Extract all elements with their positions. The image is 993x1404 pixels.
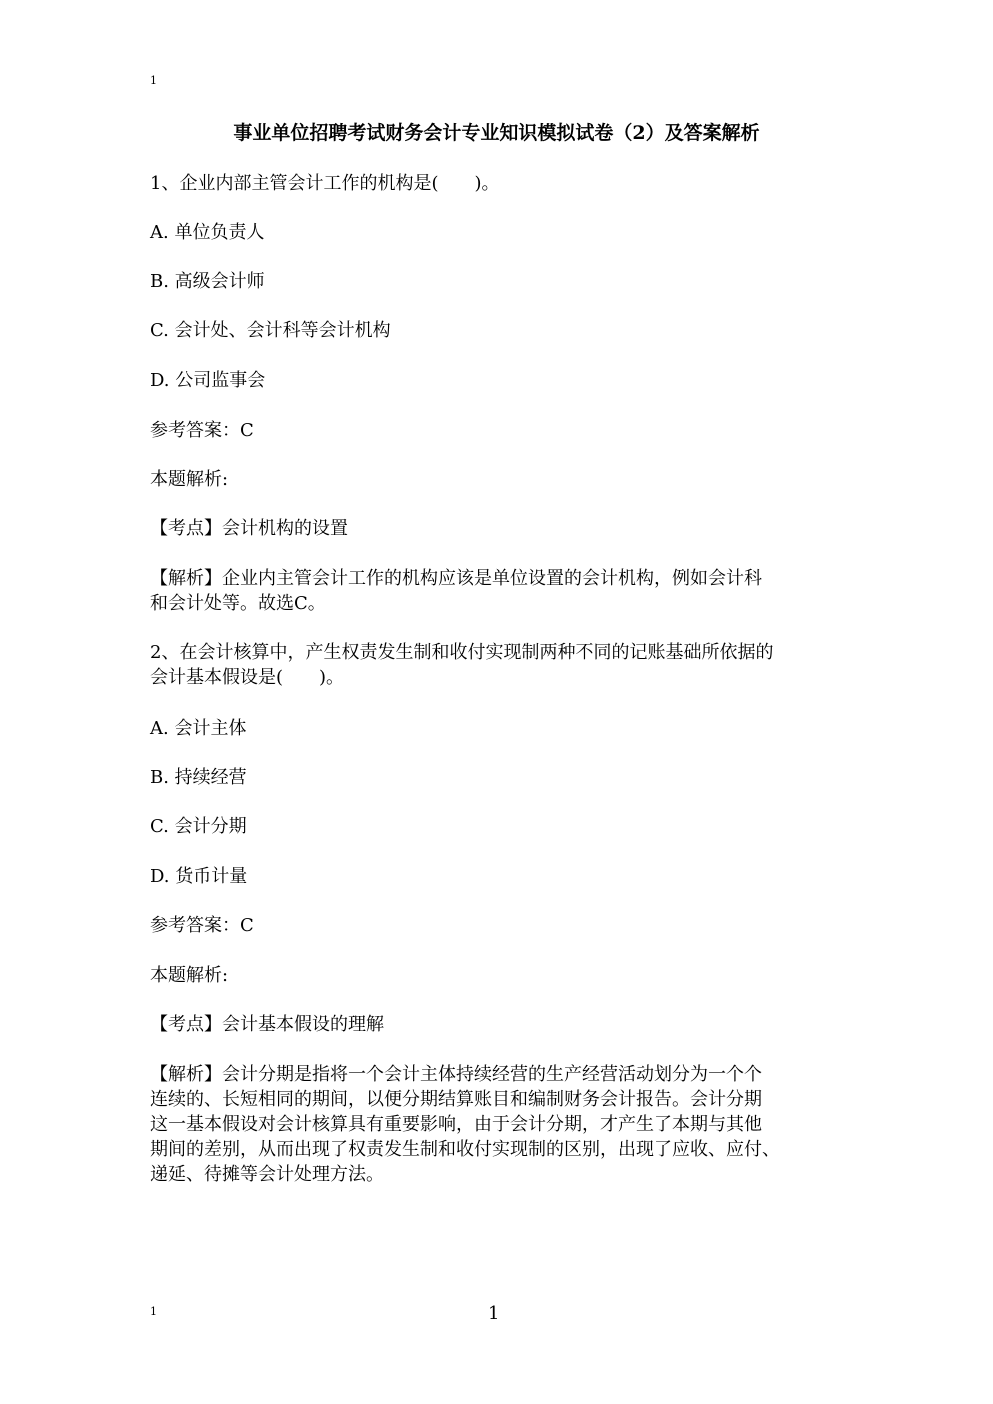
q2-explanation-line: 递延、待摊等会计处理方法。: [150, 1164, 384, 1185]
q1-option-a: A. 单位负责人: [150, 222, 265, 243]
footer-mark: 1: [150, 1305, 157, 1318]
q2-stem-line: 2、在会计核算中，产生权责发生制和收付实现制两种不同的记账基础所依据的: [150, 642, 774, 663]
q2-analysis-label: 本题解析:: [150, 965, 229, 986]
q2-option-c: C. 会计分期: [150, 816, 247, 837]
q2-answer: 参考答案：C: [150, 915, 254, 936]
q1-option-d: D. 公司监事会: [150, 370, 266, 391]
q1-explanation-line: 【解析】企业内主管会计工作的机构应该是单位设置的会计机构，例如会计科: [150, 568, 762, 589]
q2-explanation-line: 连续的、长短相同的期间，以便分期结算账目和编制财务会计报告。会计分期: [150, 1089, 762, 1110]
q2-option-b: B. 持续经营: [150, 767, 247, 788]
q2-explanation-line: 这一基本假设对会计核算具有重要影响，由于会计分期，才产生了本期与其他: [150, 1114, 762, 1135]
q2-option-a: A. 会计主体: [150, 718, 247, 739]
q1-stem: 1、企业内部主管会计工作的机构是( )。: [150, 173, 500, 194]
q2-point: 【考点】会计基本假设的理解: [150, 1014, 384, 1035]
q1-option-b: B. 高级会计师: [150, 271, 265, 292]
q2-explanation: [150, 1062, 843, 1187]
q2-stem: [150, 640, 843, 690]
q2-stem-line: 会计基本假设是( )。: [150, 667, 345, 688]
q1-answer: 参考答案：C: [150, 420, 254, 441]
document-title: 事业单位招聘考试财务会计专业知识模拟试卷（2）及答案解析: [233, 122, 760, 144]
q1-option-c: C. 会计处、会计科等会计机构: [150, 320, 391, 341]
q1-analysis-label: 本题解析:: [150, 469, 229, 490]
q2-explanation-line: 期间的差别，从而出现了权责发生制和收付实现制的区别，出现了应收、应付、: [150, 1139, 780, 1160]
q2-explanation-line: 【解析】会计分期是指将一个会计主体持续经营的生产经营活动划分为一个个: [150, 1064, 762, 1085]
q1-explanation-line: 和会计处等。故选C。: [150, 593, 326, 614]
q1-point: 【考点】会计机构的设置: [150, 518, 348, 539]
q2-option-d: D. 货币计量: [150, 866, 248, 887]
header-mark: 1: [150, 74, 157, 87]
q1-explanation: [150, 566, 843, 616]
page-number: 1: [488, 1303, 500, 1324]
